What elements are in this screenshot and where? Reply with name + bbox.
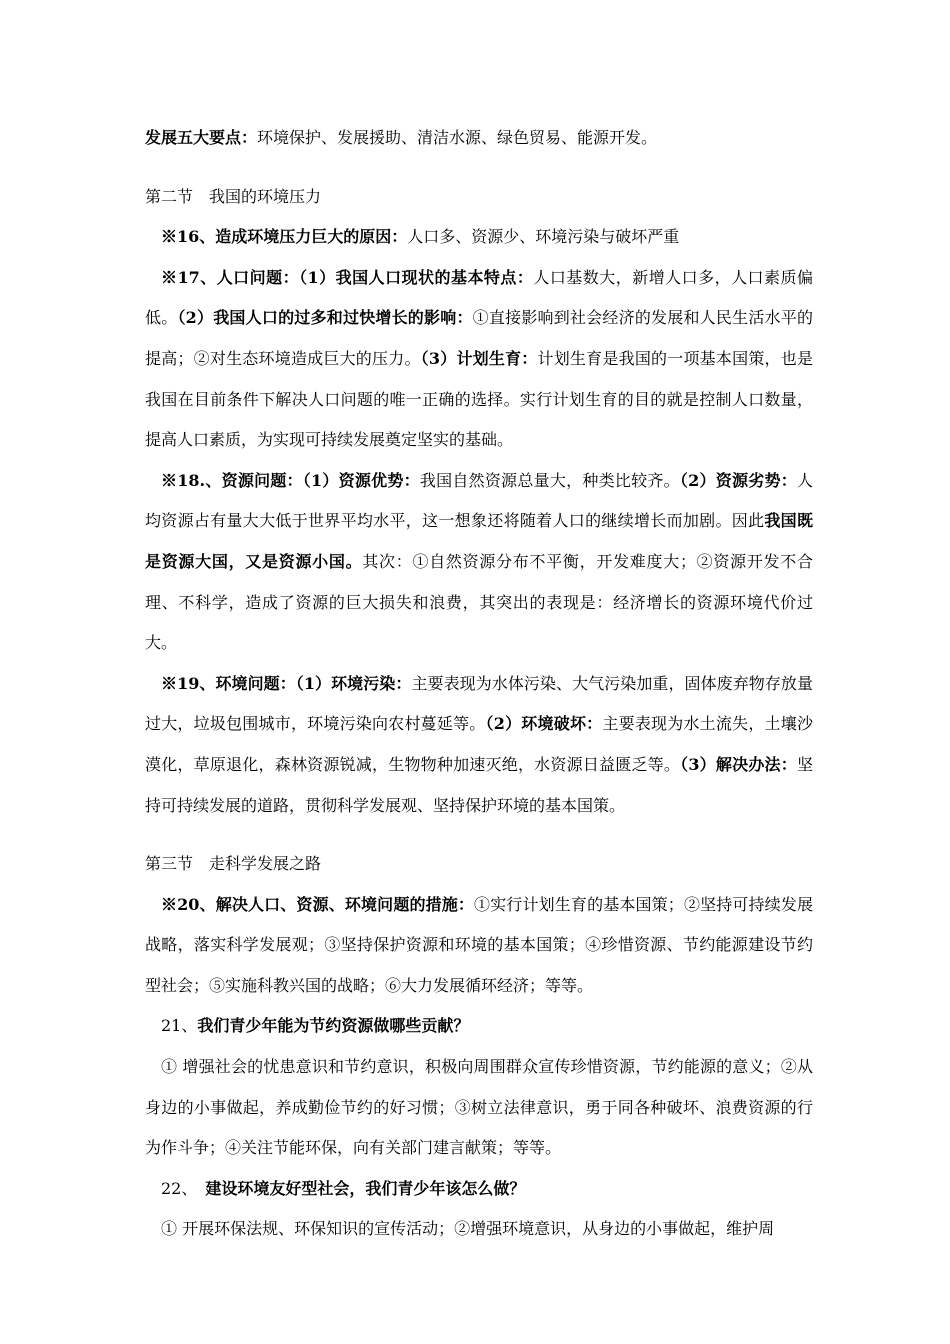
five-points-text: 环境保护、发展援助、清洁水源、绿色贸易、能源开发。	[257, 128, 658, 147]
question-21-text: 我们青少年能为节约资源做哪些贡献？	[197, 1016, 470, 1036]
item-18-text-1: 我国自然资源总量大，种类比较齐。	[419, 470, 680, 490]
answer-22: ① 开展环保法规、环保知识的宣传活动；②增强环境意识，从身边的小事做起，维护周	[161, 1219, 775, 1239]
item-18-heading: ※18.、资源问题：（1）资源优势：	[161, 470, 420, 490]
item-19-subheading-3: （3）解决办法：	[680, 754, 797, 774]
paragraph-five-points	[145, 118, 813, 159]
item-19-text-1: 主要表现为水体污染、大气污染加重，固体废弃物存放量过大，垃圾包围城市，环境污染向农村蔓延等。	[145, 673, 813, 734]
item-19-heading: ※19、环境问题：（1）环境污染：	[161, 673, 412, 693]
question-22-text: 建设环境友好型社会，我们青少年该怎么做？	[205, 1178, 526, 1198]
item-20-text: ①实行计划生育的基本国策；②坚持可持续发展战略，落实科学发展观；③坚持保护资源和环境的基本国策；④珍惜资源、节约能源建设节约型社会；⑤实施科教兴国的战略；⑥大力发展循环经济；等等。	[145, 894, 813, 995]
item-16-heading: ※16、造成环境压力巨大的原因：	[161, 227, 408, 247]
item-17-subheading-2: （2）我国人口的过多和过快增长的影响：	[177, 308, 473, 328]
item-16-text: 人口多、资源少、环境污染与破坏严重	[407, 227, 680, 247]
question-21	[145, 1006, 813, 1047]
item-18	[145, 461, 813, 664]
five-points-heading: 发展五大要点：	[145, 128, 258, 147]
question-22-number: 22、	[161, 1178, 206, 1198]
item-16	[145, 217, 813, 258]
item-17-text-3: 计划生育是我国的一项基本国策，也是我国在目前条件下解决人口问题的唯一正确的选择。实行计划生育的目的就是控制人口数量，提高人口素质，为实现可持续发展奠定坚实的基础。	[145, 348, 813, 450]
question-22	[145, 1169, 813, 1210]
question-21-number: 21、	[161, 1016, 198, 1036]
section-title-2: 第二节 我国的环境压力	[145, 186, 322, 206]
item-19-text-2: 主要表现为水土流失，土壤沙漠化，草原退化，森林资源锐减，生物物种加速灭绝，水资源日益匮乏等。	[145, 714, 813, 774]
answer-21: ① 增强社会的忧患意识和节约意识，积极向周围群众宣传珍惜资源，节约能源的意义；②从身边的小事做起，养成勤俭节约的好习惯；③树立法律意识，勇于同各种破坏、浪费资源的行为作斗争；④关注节能环保，向有关部门建言献策；等等。	[145, 1057, 813, 1158]
item-20	[145, 885, 813, 1007]
item-17	[145, 258, 813, 461]
item-18-text-3: 其次：①自然资源分布不平衡，开发难度大；②资源开发不合理、不科学，造成了资源的巨大损失和浪费，其突出的表现是：经济增长的资源环境代价过大。	[145, 551, 813, 653]
item-19-text-3: 坚持可持续发展的道路，贯彻科学发展观、坚持保护环境的基本国策。	[145, 754, 813, 815]
item-17-heading: ※17、人口问题：（1）我国人口现状的基本特点：	[161, 267, 534, 287]
item-17-text-2: ①直接影响到社会经济的发展和人民生活水平的提高；②对生态环境造成巨大的压力。	[145, 308, 813, 368]
item-17-text-1: 人口基数大，新增人口多，人口素质偏低。	[145, 267, 813, 328]
document-page	[145, 118, 813, 1250]
item-19	[145, 664, 813, 826]
item-18-emphasis: 我国既是资源大国，又是资源小国。	[145, 511, 813, 571]
item-17-subheading-3: （3）计划生育：	[420, 348, 538, 368]
section-title-3: 第三节 走科学发展之路	[145, 854, 322, 874]
item-18-subheading-2: （2）资源劣势：	[679, 470, 797, 490]
item-18-text-2: 人均资源占有量大大低于世界平均水平，这一想象还将随着人口的继续增长而加剧。因此	[145, 470, 813, 531]
item-20-heading: ※20、解决人口、资源、环境问题的措施：	[161, 894, 475, 914]
item-19-subheading-2: （2）环境破坏：	[485, 714, 603, 734]
